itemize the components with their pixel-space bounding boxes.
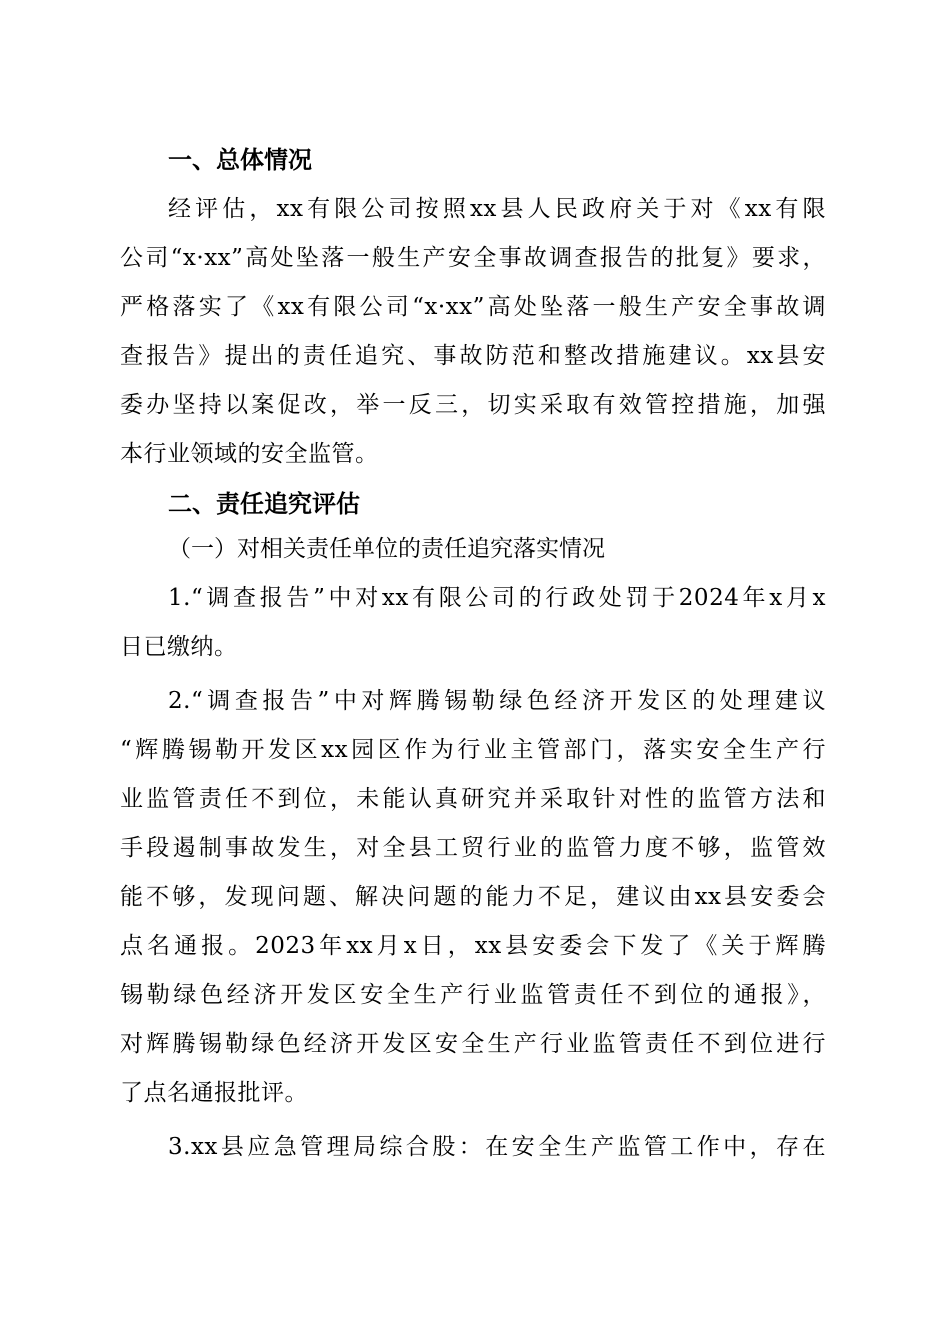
text-line: “辉腾锡勒开发区xx园区作为行业主管部门，落实安全生产行: [120, 737, 826, 763]
text-line: 严格落实了《xx有限公司“x·xx”高处坠落一般生产安全事故调: [120, 294, 826, 320]
text-line: 手段遏制事故发生，对全县工贸行业的监管力度不够，监管效: [120, 835, 826, 861]
text-line: 2.“调查报告”中对辉腾锡勒绿色经济开发区的处理建议: [168, 688, 826, 714]
text-line: 业监管责任不到位，未能认真研究并采取针对性的监管方法和: [120, 786, 826, 812]
text-line: 本行业领域的安全监管。: [120, 441, 379, 467]
text-line: 委办坚持以案促改，举一反三，切实采取有效管控措施，加强: [120, 392, 826, 418]
text-line: 锡勒绿色经济开发区安全生产行业监管责任不到位的通报》，: [120, 982, 826, 1008]
section-heading-accountability: 二、责任追究评估: [168, 490, 360, 518]
section-heading-overall: 一、总体情况: [168, 146, 312, 174]
text-line: 了点名通报批评。: [120, 1080, 308, 1106]
text-line: 查报告》提出的责任追究、事故防范和整改措施建议。xx县安: [120, 343, 826, 369]
paragraph-item-3: [120, 1123, 826, 1172]
text-line: 对辉腾锡勒绿色经济开发区安全生产行业监管责任不到位进行: [120, 1031, 826, 1057]
paragraph-overall-assessment: [120, 185, 826, 479]
text-line: 点名通报。2023年xx月x日，xx县安委会下发了《关于辉腾: [120, 933, 826, 959]
text-line: 1.“调查报告”中对xx有限公司的行政处罚于2024年x月x: [168, 585, 826, 611]
paragraph-item-1: [120, 574, 826, 672]
text-line: 3.xx县应急管理局综合股：在安全生产监管工作中，存在: [168, 1134, 826, 1160]
text-line: 公司“x·xx”高处坠落一般生产安全事故调查报告的批复》要求，: [120, 245, 826, 271]
subsection-heading-units: （一）对相关责任单位的责任追究落实情况: [168, 536, 605, 562]
document-page: [120, 140, 826, 1177]
paragraph-item-2: [120, 677, 826, 1118]
text-line: 经评估，xx有限公司按照xx县人民政府关于对《xx有限: [168, 196, 826, 222]
text-line: 日已缴纳。: [120, 634, 238, 660]
text-line: 能不够，发现问题、解决问题的能力不足，建议由xx县安委会: [120, 884, 826, 910]
